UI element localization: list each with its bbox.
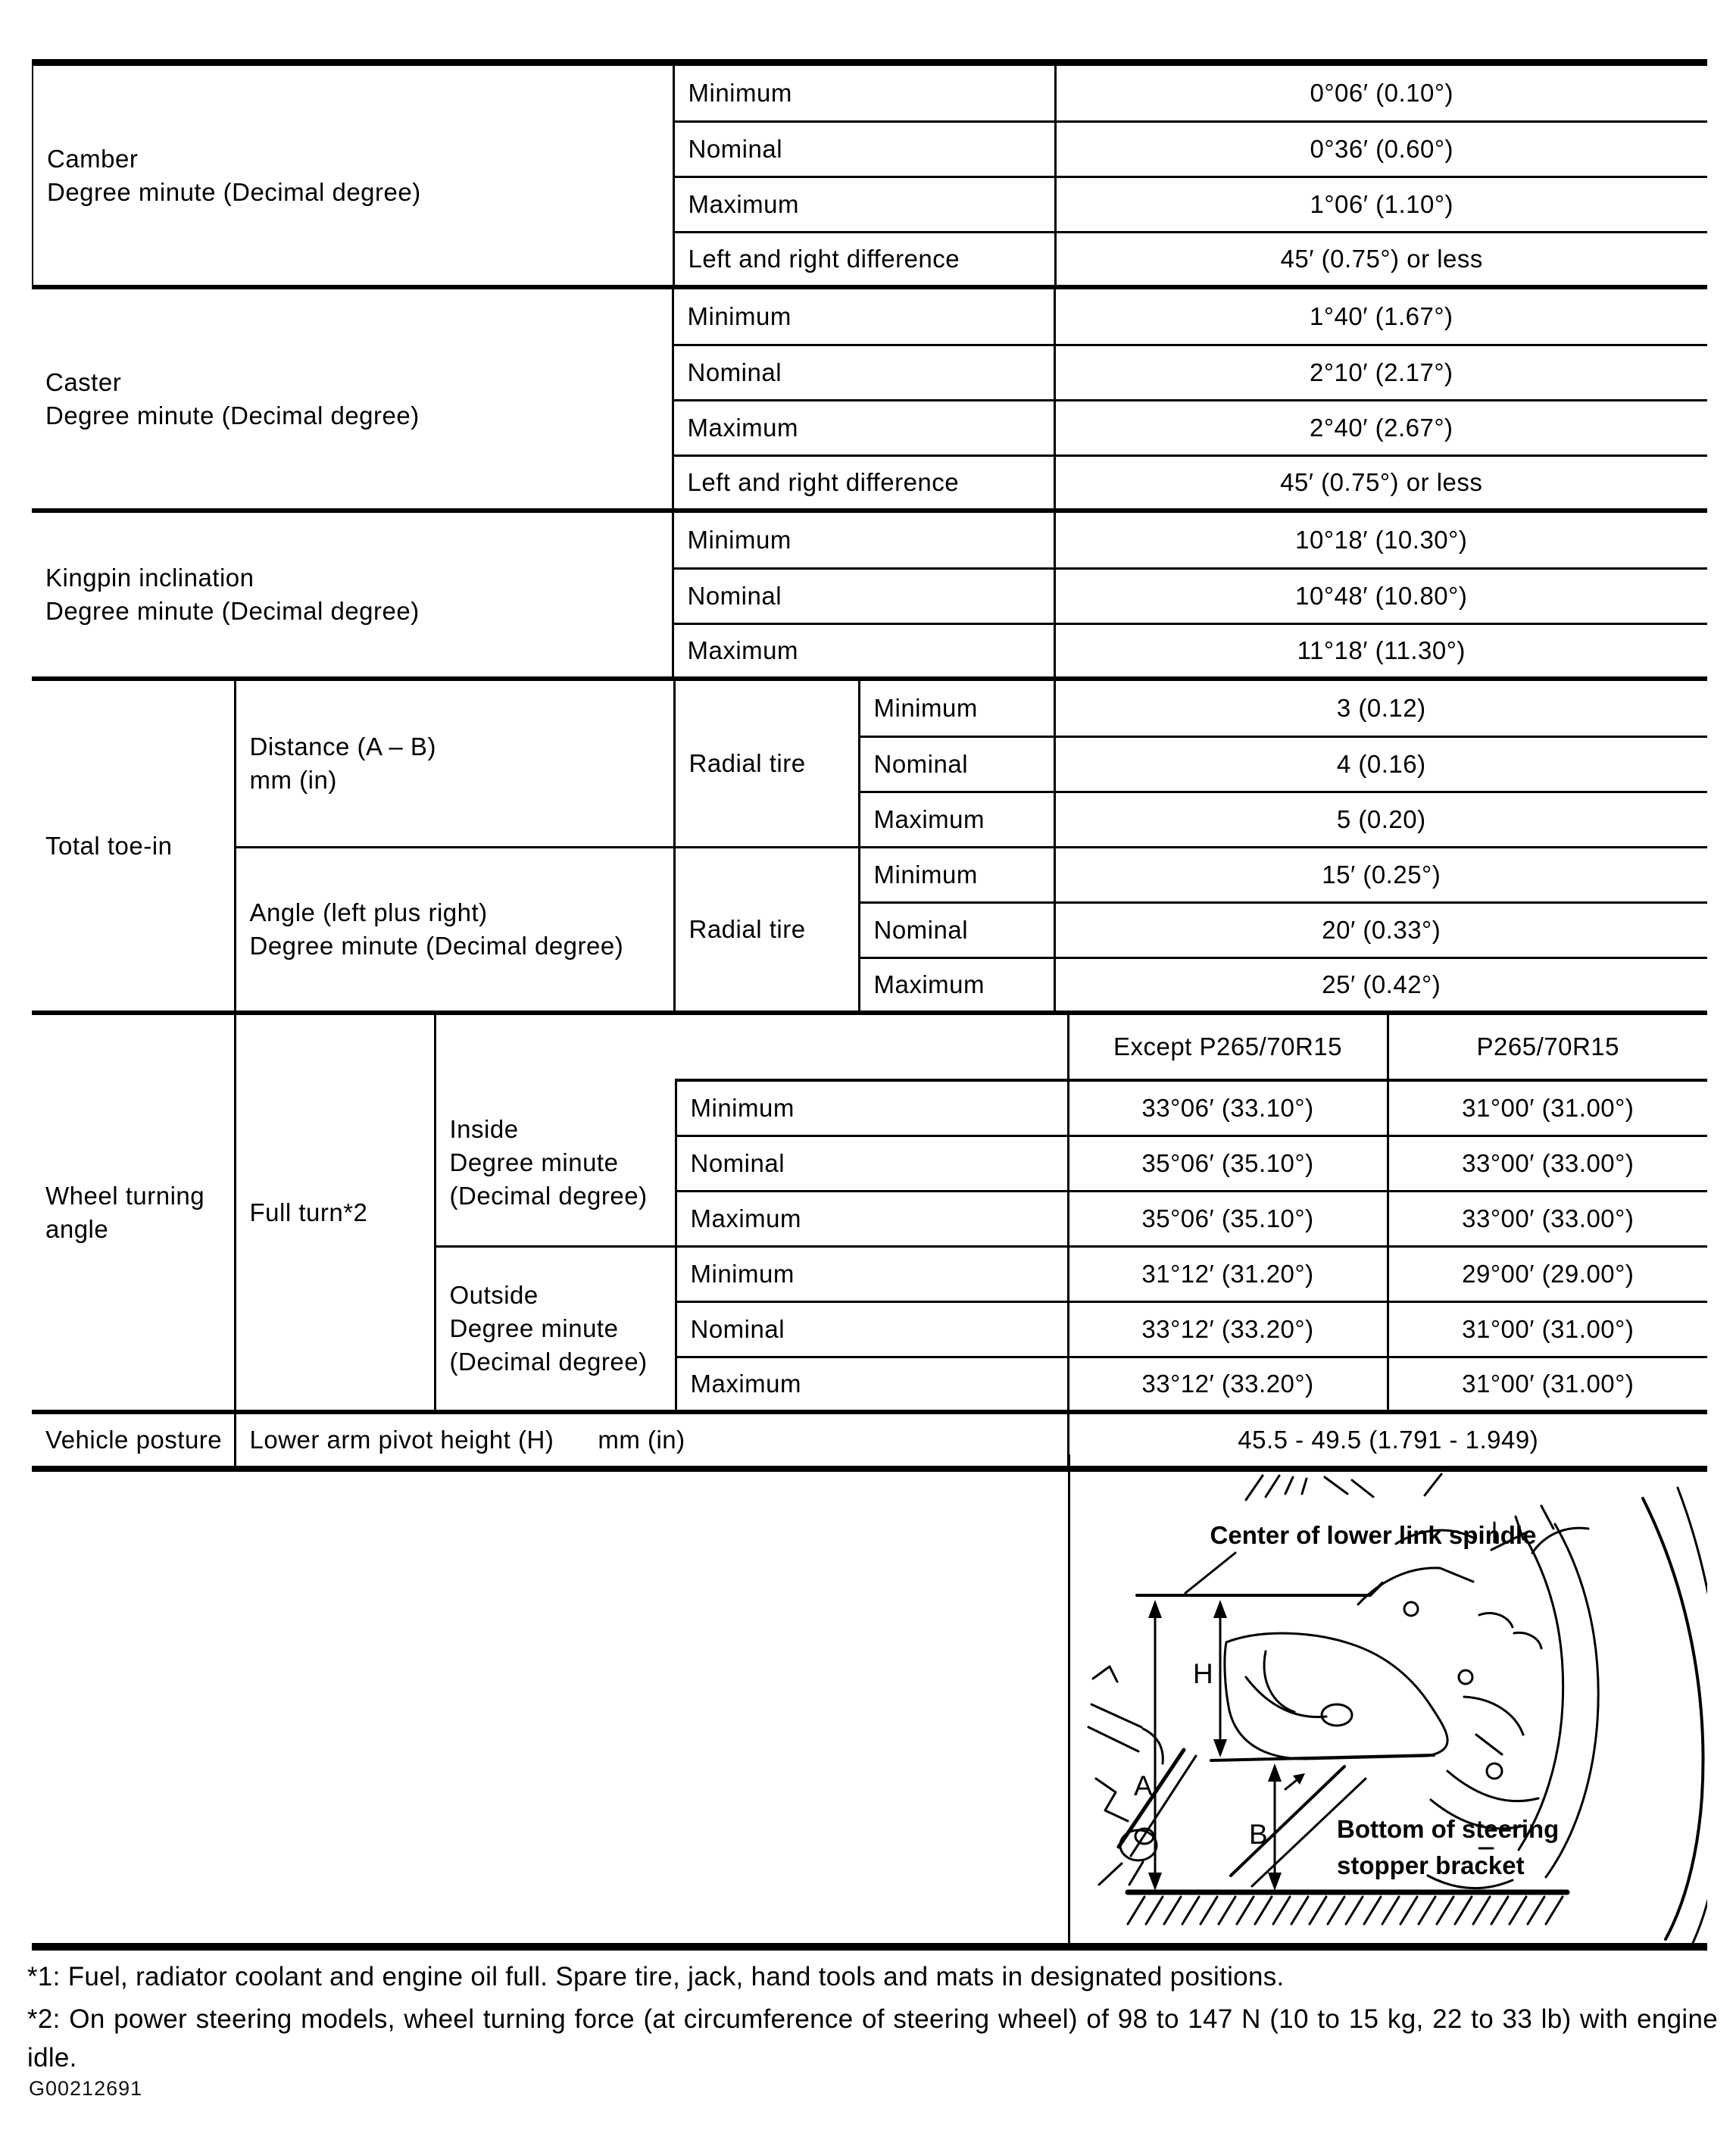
vehicle-posture-label: Vehicle posture <box>32 1414 235 1469</box>
label-line: Angle (left plus right) <box>249 898 488 926</box>
spec-param-cell: Maximum <box>859 957 1054 1013</box>
dimension-h-label: H <box>1193 1658 1213 1689</box>
spec-value-cell: 10°18′ (10.30°) <box>1054 513 1707 568</box>
spec-value-cell: 31°00′ (31.00°) <box>1388 1301 1707 1357</box>
spec-value-cell: 35°06′ (35.10°) <box>1068 1191 1388 1246</box>
spec-value-cell: 25′ (0.42°) <box>1054 957 1707 1013</box>
spec-value-cell: 31°00′ (31.00°) <box>1388 1080 1707 1135</box>
spec-value-cell: 31°00′ (31.00°) <box>1388 1357 1707 1412</box>
suspension-diagram-svg <box>1070 1454 1707 1943</box>
spec-value-cell: 45.5 - 49.5 (1.791 - 1.949) <box>1068 1414 1707 1469</box>
footnote-1: *1: Fuel, radiator coolant and engine oil full. Spare tire, jack, hand tools and mats in designated positions. <box>27 1962 1285 1991</box>
tire-type-cell: Radial tire <box>674 847 859 1013</box>
spec-param-cell: Maximum <box>673 623 1054 679</box>
toe-angle-label <box>235 847 674 1013</box>
body-cutline-hatch <box>1246 1474 1441 1500</box>
spec-value-cell: 1°40′ (1.67°) <box>1054 289 1707 345</box>
label-line: Caster <box>45 367 122 396</box>
spec-value-cell: 33°12′ (33.20°) <box>1068 1357 1388 1412</box>
spec-param-cell: Maximum <box>673 400 1054 455</box>
unit-text: mm (in) <box>598 1426 685 1454</box>
label-line: Degree minute (Decimal degree) <box>47 177 421 206</box>
spec-param-cell: Maximum <box>676 1357 1068 1412</box>
spec-param-cell: Minimum <box>673 289 1054 345</box>
spec-param-cell: Minimum <box>859 681 1054 736</box>
spec-value-cell: 31°12′ (31.20°) <box>1068 1246 1388 1301</box>
label-text: Lower arm pivot height (H) <box>249 1426 554 1454</box>
spec-value-cell: 15′ (0.25°) <box>1054 847 1707 902</box>
label-line: Inside <box>449 1114 519 1143</box>
spec-value-cell: 2°40′ (2.67°) <box>1054 400 1707 455</box>
spec-value-cell: 2°10′ (2.17°) <box>1054 345 1707 400</box>
spec-value-cell: 4 (0.16) <box>1054 736 1707 792</box>
header-gap-cell <box>676 1015 1068 1080</box>
label-line: Kingpin inclination <box>45 564 254 592</box>
spec-value-cell: 1°06′ (1.10°) <box>1055 176 1707 232</box>
outside-label <box>435 1246 676 1412</box>
spec-param-cell: Nominal <box>676 1301 1068 1357</box>
spec-param-cell: Maximum <box>673 176 1055 232</box>
spec-value-cell: 35°06′ (35.10°) <box>1068 1135 1388 1191</box>
tire-size-header: P265/70R15 <box>1388 1015 1707 1080</box>
label-line: Camber <box>47 144 139 173</box>
header-gap-cell <box>435 1015 676 1080</box>
footnote-2: *2: On power steering models, wheel turning force (at circumference of steering wheel) of 98 to 147 N (10 to 15 kg, 22 to 33 lb) with engine idle. <box>27 2004 1718 2073</box>
spec-value-cell: 0°06′ (0.10°) <box>1055 66 1707 121</box>
spec-param-cell: Nominal <box>859 736 1054 792</box>
spec-value-cell: 29°00′ (29.00°) <box>1388 1246 1707 1301</box>
kingpin-label <box>32 513 673 679</box>
spec-value-cell: 3 (0.12) <box>1054 681 1707 736</box>
tire-size-header: Except P265/70R15 <box>1068 1015 1388 1080</box>
table-row <box>32 847 1707 902</box>
spec-param-cell: Minimum <box>673 66 1055 121</box>
spec-value-cell: 33°00′ (33.00°) <box>1388 1135 1707 1191</box>
label-line: Degree minute (Decimal degree) <box>45 401 420 430</box>
ground-hatching <box>1128 1892 1567 1924</box>
dimension-b-label: B <box>1249 1819 1268 1850</box>
table-row <box>32 289 1707 345</box>
spec-param-cell: Minimum <box>676 1246 1068 1301</box>
label-line: Degree minute <box>449 1314 619 1342</box>
spec-param-cell: Minimum <box>673 513 1054 568</box>
spec-value-cell: 11°18′ (11.30°) <box>1054 623 1707 679</box>
spec-value-cell: 5 (0.20) <box>1054 792 1707 847</box>
diagram-bottom-label: Bottom of steering <box>1337 1815 1560 1843</box>
label-line: (Decimal degree) <box>449 1347 648 1376</box>
full-turn-label: Full turn*2 <box>235 1015 435 1412</box>
spec-value-cell: 33°00′ (33.00°) <box>1388 1191 1707 1246</box>
wheel-turning-section <box>32 1015 1707 1414</box>
spec-value-cell: 33°06′ (33.10°) <box>1068 1080 1388 1135</box>
spec-param-cell: Nominal <box>673 121 1055 176</box>
spec-param-cell: Minimum <box>859 847 1054 902</box>
spec-value-cell: 33°12′ (33.20°) <box>1068 1301 1388 1357</box>
label-line: Degree minute (Decimal degree) <box>249 931 624 960</box>
caster-label <box>32 289 673 511</box>
label-line: (Decimal degree) <box>449 1181 648 1210</box>
diagram-region <box>32 1454 1707 1951</box>
label-line: angle <box>45 1214 109 1243</box>
table-row <box>32 681 1707 736</box>
spec-param-cell: Left and right difference <box>673 232 1055 287</box>
spec-param-cell: Nominal <box>859 902 1054 957</box>
dimension-a-label: A <box>1134 1770 1153 1801</box>
spec-value-cell: 20′ (0.33°) <box>1054 902 1707 957</box>
spec-param-cell: Nominal <box>676 1135 1068 1191</box>
toe-in-label: Total toe-in <box>32 681 235 1013</box>
diagram-top-label: Center of lower link spindle <box>1210 1521 1537 1549</box>
spec-param-cell: Nominal <box>673 345 1054 400</box>
label-line: Outside <box>449 1280 539 1309</box>
table-row <box>33 66 1707 121</box>
label-line: Degree minute (Decimal degree) <box>45 597 420 625</box>
spec-value-cell: 45′ (0.75°) or less <box>1055 232 1707 287</box>
tire-art <box>1519 1488 1707 1943</box>
spec-param-cell: Maximum <box>676 1191 1068 1246</box>
suspension-diagram <box>1068 1454 1707 1943</box>
wheel-turning-label <box>32 1015 235 1412</box>
diagram-bottom-label: stopper bracket <box>1337 1851 1525 1879</box>
table-row <box>32 513 1707 568</box>
spec-param-cell: Maximum <box>859 792 1054 847</box>
tire-type-cell: Radial tire <box>674 681 859 847</box>
spec-value-cell: 10°48′ (10.80°) <box>1054 568 1707 623</box>
label-line: Degree minute <box>449 1148 619 1176</box>
camber-section <box>32 66 1707 289</box>
label-line: Distance (A – B) <box>249 732 436 761</box>
spec-param-cell: Left and right difference <box>673 455 1054 511</box>
caster-section <box>32 289 1707 513</box>
figure-id: G00212691 <box>29 2077 143 2100</box>
spec-param-cell: Minimum <box>676 1080 1068 1135</box>
toe-distance-label <box>235 681 674 847</box>
kingpin-section <box>32 513 1707 681</box>
label-line: mm (in) <box>249 765 337 794</box>
table-row <box>32 1015 1707 1080</box>
spec-value-cell: 0°36′ (0.60°) <box>1055 121 1707 176</box>
camber-label <box>33 66 673 287</box>
spec-param-cell: Nominal <box>673 568 1054 623</box>
spec-value-cell: 45′ (0.75°) or less <box>1054 455 1707 511</box>
toe-in-section <box>32 681 1707 1015</box>
inside-label <box>435 1080 676 1246</box>
alignment-spec-table <box>32 59 1707 1472</box>
label-line: Wheel turning <box>45 1181 205 1210</box>
